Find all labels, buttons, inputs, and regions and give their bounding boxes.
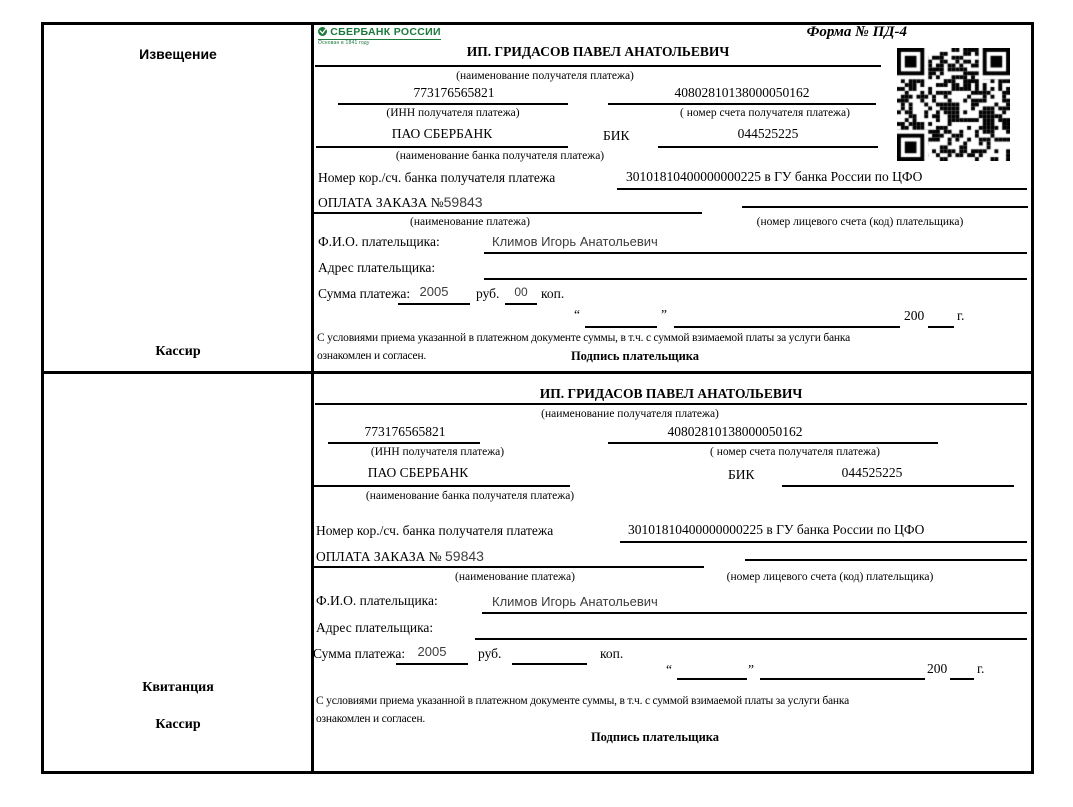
- section-receipt-label: Квитанция: [142, 680, 214, 695]
- kop-label-top: коп.: [541, 286, 565, 301]
- kop-label-bottom: коп.: [600, 646, 624, 661]
- kop-value-top: 00: [514, 285, 528, 299]
- corr-account-label-bottom: Номер кор./сч. банка получателя платежа: [316, 523, 554, 538]
- agreement-line2-top: ознакомлен и согласен.: [317, 350, 427, 362]
- fio-underline-bottom: [482, 612, 1027, 614]
- kop-underline-top: [505, 303, 537, 305]
- payment-name-underline-top: [314, 212, 702, 214]
- agreement-line2-bottom: ознакомлен и согласен.: [316, 713, 426, 725]
- sum-label-top: Сумма платежа:: [318, 286, 411, 301]
- bank-name-top: ПАО СБЕРБАНК: [391, 126, 493, 141]
- caption-account-top: ( номер счета получателя платежа): [680, 107, 850, 119]
- payer-address-label-bottom: Адрес плательщика:: [316, 620, 434, 635]
- account-value-top: 40802810138000050162: [674, 85, 810, 100]
- bik-underline-bottom: [782, 485, 1014, 487]
- corr-account-value-bottom: 30101810400000000225 в ГУ банка России по ЦФО: [628, 522, 925, 537]
- date-year-suffix-top: г.: [957, 308, 965, 323]
- agreement-line1-top: С условиями приема указанной в платежном документе суммы, в т.ч. с суммой взимаемой платы за услуги банка: [317, 332, 850, 344]
- account-underline-bottom: [608, 442, 938, 444]
- payment-name-label-top: ОПЛАТА ЗАКАЗА №: [318, 195, 444, 210]
- caption-payment-bottom: (наименование платежа): [455, 571, 575, 583]
- caption-inn-top: (ИНН получателя платежа): [386, 107, 520, 119]
- inn-underline-bottom: [328, 442, 480, 444]
- rule-under-title-bottom: [315, 403, 1027, 405]
- payment-name-row-bottom: [316, 548, 484, 565]
- corr-account-underline-bottom: [620, 541, 1027, 543]
- date-year-suffix-bottom: г.: [977, 661, 985, 676]
- payment-name-label-bottom: ОПЛАТА ЗАКАЗА №: [316, 549, 442, 564]
- kop-underline-bottom: [512, 663, 587, 665]
- caption-account-bottom: ( номер счета получателя платежа): [710, 446, 880, 458]
- section-notice-label: Извещение: [139, 46, 217, 62]
- sberbank-circle-icon: [318, 27, 327, 36]
- qr-code: [897, 48, 1010, 161]
- inn-value-top: 773176565821: [413, 85, 495, 100]
- caption-personal-account-top: (номер лицевого счета (код) плательщика): [756, 216, 964, 228]
- form-horizontal-divider: [41, 371, 1031, 374]
- inn-value-bottom: 773176565821: [364, 424, 446, 439]
- date-year-line-bottom: [950, 678, 974, 680]
- date-close-quote-bottom: ”: [748, 662, 754, 677]
- caption-recipient-name-top: (наименование получателя платежа): [456, 70, 634, 82]
- date-close-quote-top: ”: [661, 307, 667, 322]
- corr-account-value-top: 30101810400000000225 в ГУ банка России по ЦФО: [626, 169, 923, 184]
- sberbank-logo: [318, 22, 441, 46]
- sberbank-logo-row: [318, 26, 441, 40]
- payer-address-label-top: Адрес плательщика:: [318, 260, 436, 275]
- date-open-quote-top: “: [574, 307, 580, 322]
- sum-value-bottom: 2005: [417, 644, 447, 659]
- personal-account-line-bottom: [745, 559, 1027, 561]
- payment-name-underline-bottom: [314, 566, 704, 568]
- bik-label-top: БИК: [603, 128, 630, 143]
- address-underline-bottom: [475, 638, 1027, 640]
- recipient-title-bottom: ИП. ГРИДАСОВ ПАВЕЛ АНАТОЛЬЕВИЧ: [539, 386, 803, 401]
- date-day-line-bottom: [677, 678, 747, 680]
- personal-account-line-top: [742, 206, 1028, 208]
- caption-bank-top: (наименование банка получателя платежа): [395, 150, 605, 162]
- recipient-title-top: ИП. ГРИДАСОВ ПАВЕЛ АНАТОЛЬЕВИЧ: [466, 44, 730, 59]
- cashier-label-bottom: Кассир: [155, 717, 201, 732]
- address-underline-top: [484, 278, 1027, 280]
- caption-bank-bottom: (наименование банка получателя платежа): [365, 490, 575, 502]
- bank-name-underline-top: [316, 146, 568, 148]
- sberbank-logo-tagline: Основан в 1841 году: [318, 40, 370, 46]
- payer-fio-label-bottom: Ф.И.О. плательщика:: [316, 593, 438, 608]
- date-year-prefix-top: 200: [904, 308, 925, 323]
- bank-name-bottom: ПАО СБЕРБАНК: [367, 465, 469, 480]
- rub-label-top: руб.: [476, 286, 500, 301]
- caption-personal-account-bottom: (номер лицевого счета (код) плательщика): [726, 571, 934, 583]
- payer-signature-label-top: Подпись плательщика: [570, 349, 700, 363]
- sberbank-logo-text: СБЕРБАНК РОССИИ: [330, 26, 441, 38]
- corr-account-label-top: Номер кор./сч. банка получателя платежа: [318, 170, 556, 185]
- sum-underline-bottom: [396, 663, 468, 665]
- cashier-label-top: Кассир: [155, 344, 201, 359]
- form-code-label: Форма № ПД-4: [806, 24, 907, 40]
- agreement-line1-bottom: С условиями приема указанной в платежном документе суммы, в т.ч. с суммой взимаемой платы за услуги банка: [316, 695, 849, 707]
- corr-account-underline-top: [617, 188, 1027, 190]
- bik-value-bottom: 044525225: [841, 465, 903, 480]
- date-open-quote-bottom: “: [666, 662, 672, 677]
- bik-label-bottom: БИК: [728, 467, 755, 482]
- bank-name-underline-bottom: [314, 485, 570, 487]
- order-number-bottom: 59843: [445, 548, 484, 564]
- caption-payment-top: (наименование платежа): [410, 216, 530, 228]
- order-number-top: 59843: [443, 194, 483, 210]
- date-year-prefix-bottom: 200: [927, 661, 948, 676]
- date-day-line-top: [585, 326, 657, 328]
- payer-fio-value-top: Климов Игорь Анатольевич: [492, 234, 658, 249]
- account-underline-top: [608, 103, 876, 105]
- rule-under-title-top: [315, 65, 881, 67]
- bik-underline-top: [658, 146, 878, 148]
- rub-label-bottom: руб.: [478, 646, 502, 661]
- bik-value-top: 044525225: [737, 126, 799, 141]
- sum-underline-top: [398, 303, 470, 305]
- payer-fio-label-top: Ф.И.О. плательщика:: [318, 234, 440, 249]
- payer-signature-label-bottom: Подпись плательщика: [590, 730, 720, 744]
- caption-inn-bottom: (ИНН получателя платежа): [370, 446, 505, 458]
- sum-value-top: 2005: [419, 284, 449, 299]
- fio-underline-top: [484, 252, 1027, 254]
- account-value-bottom: 40802810138000050162: [667, 424, 803, 439]
- sum-label-bottom: Сумма платежа:: [313, 646, 406, 661]
- date-year-line-top: [928, 326, 954, 328]
- date-month-line-top: [674, 326, 900, 328]
- date-month-line-bottom: [760, 678, 925, 680]
- payer-fio-value-bottom: Климов Игорь Анатольевич: [492, 594, 658, 609]
- inn-underline-top: [338, 103, 568, 105]
- caption-recipient-name-bottom: (наименование получателя платежа): [541, 408, 719, 420]
- payment-name-row-top: [318, 194, 483, 211]
